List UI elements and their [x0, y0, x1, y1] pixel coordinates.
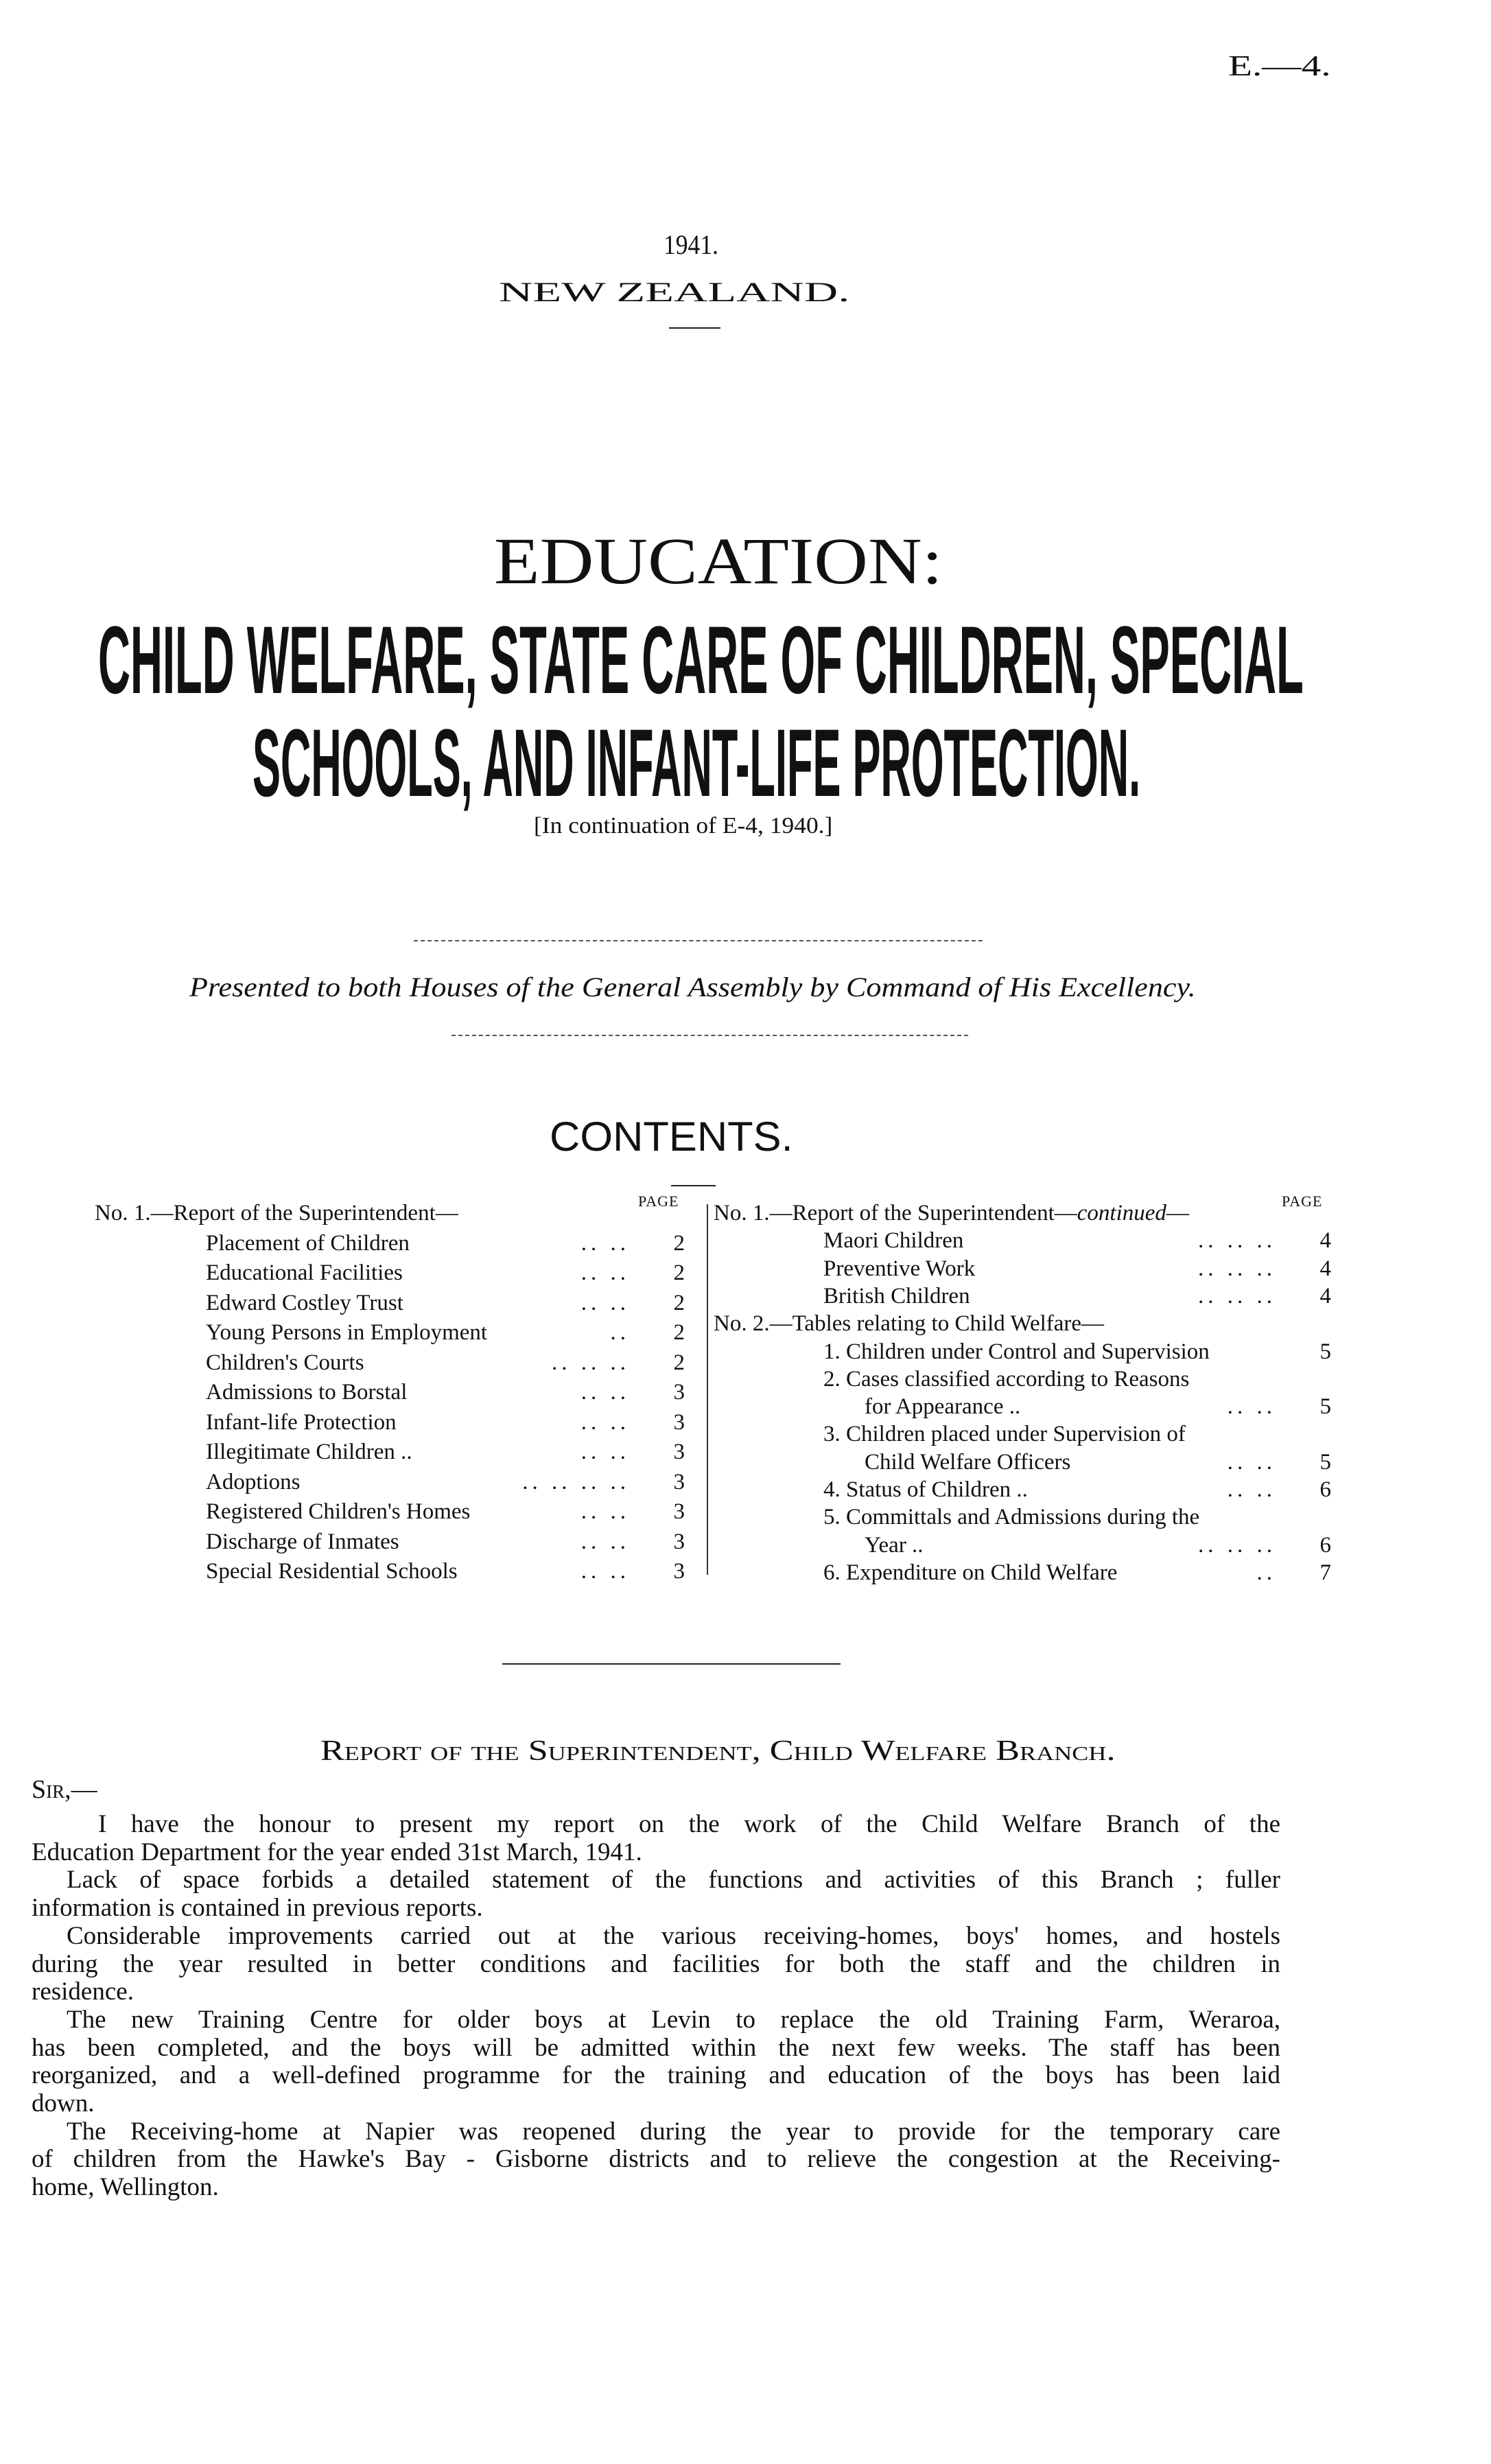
contents-entry-label: Preventive Work [823, 1256, 976, 1281]
contents-entry [95, 1438, 685, 1466]
contents-entry-leader: .. .. .. [1198, 1283, 1276, 1309]
body-text-line: residence. [32, 1978, 134, 2006]
contents-column-divider [707, 1204, 708, 1575]
contents-entry-label: Maori Children [823, 1228, 964, 1254]
body-text-line: Lack of space forbids a detailed statement of the functions and activities of this Branch ; fuller [67, 1866, 1280, 1894]
contents-entry-label: No. 1.—Report of the Superintendent—continued— [714, 1201, 1189, 1225]
contents-entry [95, 1199, 685, 1227]
year-text: 1941. [664, 229, 718, 260]
contents-entry [95, 1558, 685, 1585]
contents-entry-label: Discharge of Inmates [206, 1529, 399, 1554]
contents-entry [95, 1289, 685, 1317]
contents-entry-leader: .. .. [1227, 1449, 1276, 1475]
contents-entry-label: Children's Courts [206, 1350, 364, 1375]
contents-entry-page: 5 [1319, 1394, 1331, 1420]
contents-entry-leader: .. .. [580, 1290, 630, 1315]
contents-entry-label: Admissions to Borstal [206, 1380, 408, 1405]
main-title-line-1-text: CHILD WELFARE, STATE CARE OF CHILDREN, SPECIAL [98, 606, 1304, 714]
contents-entry [95, 1349, 685, 1376]
contents-entry-leader: .. .. .. [1198, 1256, 1276, 1281]
contents-entry-leader: .. .. [580, 1499, 630, 1524]
contents-entry-page: 2 [673, 1320, 685, 1345]
contents-entry-leader: .. [1256, 1560, 1276, 1585]
contents-entry-leader: .. .. .. [1198, 1532, 1276, 1558]
salutation: Sir,— [32, 1775, 97, 1804]
contents-entry-label: Illegitimate Children .. [206, 1440, 412, 1464]
body-text-line: I have the honour to present my report on the work of the Child Welfare Branch of the [98, 1810, 1280, 1838]
contents-entry-leader [1186, 1420, 1304, 1448]
divider [669, 327, 720, 329]
contents-entry-label: Adoptions [206, 1469, 301, 1494]
body-text-line: The Receiving-home at Napier was reopened during the year to provide for the temporary care [67, 2117, 1280, 2146]
contents-entry-leader [1210, 1338, 1304, 1365]
body-text-line: The new Training Centre for older boys at Levin to replace the old Training Farm, Weraroa, [67, 2005, 1280, 2034]
contents-entry-page: 7 [1319, 1560, 1331, 1585]
contents-entry [95, 1378, 685, 1406]
contents-entry [714, 1476, 1331, 1503]
contents-entry-leader: .. .. .. .. [522, 1469, 630, 1494]
continuation-note-text: [In continuation of E-4, 1940.] [534, 813, 833, 838]
contents-entry-leader: .. .. [580, 1230, 630, 1256]
contents-entry-leader: .. .. [580, 1529, 630, 1554]
contents-entry-leader: .. .. [580, 1559, 630, 1584]
contents-entry [714, 1393, 1331, 1420]
body-text-line: Education Department for the year ended 31st March, 1941. [32, 1838, 642, 1866]
contents-entry-page [1304, 1199, 1331, 1227]
divider [671, 1185, 716, 1186]
contents-entry-page: 5 [1319, 1449, 1331, 1475]
contents-entry-leader [1189, 1365, 1304, 1393]
page-reference [1228, 51, 1331, 82]
contents-entry [95, 1528, 685, 1556]
contents-entry-page [1304, 1365, 1331, 1393]
contents-entry [714, 1199, 1331, 1227]
contents-entry-page: 6 [1319, 1532, 1331, 1558]
contents-entry [714, 1532, 1331, 1559]
contents-entry [714, 1448, 1331, 1476]
divider [451, 1035, 968, 1036]
contents-entry-leader [1104, 1310, 1304, 1337]
contents-entry-page: 6 [1319, 1477, 1331, 1502]
main-title-line-2-text: SCHOOLS, AND INFANT-LIFE PROTECTION. [253, 709, 1141, 817]
contents-entry [714, 1282, 1331, 1310]
continuation-note [534, 814, 832, 838]
contents-entry [95, 1230, 685, 1257]
main-title-line-1 [98, 606, 1304, 714]
contents-right-column [714, 1199, 1331, 1584]
body-text-line: has been completed, and the boys will be admitted within the next few weeks. The staff has been [32, 2033, 1280, 2062]
contents-entry-leader: .. .. [1227, 1394, 1276, 1420]
contents-entry-leader: .. .. .. [1198, 1228, 1276, 1254]
body-text-line: home, Wellington. [32, 2173, 219, 2202]
contents-entry-page: 5 [1319, 1339, 1331, 1364]
page-column-label-right: PAGE [1282, 1193, 1323, 1210]
contents-entry [714, 1310, 1331, 1337]
contents-entry [95, 1409, 685, 1436]
contents-entry [714, 1255, 1331, 1282]
contents-entry [714, 1338, 1331, 1365]
contents-entry [714, 1559, 1331, 1586]
section-title [494, 524, 943, 598]
contents-entry-page: 3 [673, 1469, 685, 1494]
contents-entry-page: 2 [673, 1290, 685, 1315]
contents-entry-page [657, 1199, 685, 1227]
contents-entry-label: for Appearance .. [865, 1394, 1021, 1420]
contents-entry-label: 5. Committals and Admissions during the [823, 1505, 1200, 1530]
contents-entry-leader: .. .. [580, 1380, 630, 1405]
contents-entry-page: 3 [673, 1529, 685, 1554]
contents-heading [550, 1116, 793, 1158]
contents-entry-label: Year .. [865, 1532, 924, 1558]
contents-entry-leader: .. .. [1227, 1477, 1276, 1502]
contents-entry [95, 1319, 685, 1346]
contents-entry-page: 4 [1319, 1283, 1331, 1309]
country [499, 279, 849, 306]
year [664, 231, 718, 259]
contents-heading-text: CONTENTS. [550, 1114, 793, 1160]
contents-entry-label: Special Residential Schools [206, 1559, 458, 1584]
contents-entry [714, 1503, 1331, 1531]
contents-entry-label: British Children [823, 1283, 970, 1309]
divider [414, 940, 983, 941]
divider [502, 1663, 841, 1665]
contents-entry-page: 2 [673, 1350, 685, 1375]
body-text-line: down. [32, 2089, 95, 2117]
contents-entry-page [1304, 1503, 1331, 1531]
country-text: NEW ZEALAND. [499, 277, 850, 307]
contents-entry-leader: .. .. [580, 1260, 630, 1285]
contents-entry [714, 1365, 1331, 1393]
presented-note [189, 973, 1196, 1002]
contents-entry-page: 3 [673, 1440, 685, 1464]
contents-entry-page [1304, 1310, 1331, 1337]
contents-entry-page: 4 [1319, 1228, 1331, 1254]
body-text-line: Considerable improvements carried out at the various receiving-homes, boys' homes, and hostels [67, 1921, 1280, 1950]
presented-note-text: Presented to both Houses of the General Assembly by Command of His Excellency. [189, 972, 1196, 1002]
contents-entry-page: 3 [673, 1380, 685, 1405]
contents-entry-label: No. 2.—Tables relating to Child Welfare— [714, 1311, 1105, 1337]
contents-entry-leader: .. .. [580, 1409, 630, 1435]
contents-entry-page: 4 [1319, 1256, 1331, 1281]
contents-entry-label: Educational Facilities [206, 1260, 403, 1285]
main-title-line-2 [253, 709, 1141, 817]
contents-entry-leader [1199, 1503, 1304, 1531]
contents-entry-page: 3 [673, 1499, 685, 1524]
contents-entry-label: Registered Children's Homes [206, 1499, 471, 1524]
contents-entry-label: No. 1.—Report of the Superintendent— [95, 1201, 458, 1225]
page-reference-text: E.—4. [1228, 51, 1331, 82]
contents-entry [714, 1227, 1331, 1254]
body-text-line: during the year resulted in better conditions and facilities for both the staff and the children in [32, 1949, 1280, 1978]
contents-entry-leader: .. [610, 1320, 630, 1345]
contents-entry-label: 4. Status of Children .. [823, 1477, 1028, 1502]
contents-entry [95, 1468, 685, 1496]
contents-entry-leader [1189, 1199, 1304, 1227]
contents-entry-page: 2 [673, 1260, 685, 1285]
report-heading-text: Report of the Superintendent, Child Welfare Branch. [320, 1735, 1116, 1767]
contents-entry-label: Child Welfare Officers [865, 1449, 1071, 1475]
contents-entry-page [1304, 1420, 1331, 1448]
body-text-line: of children from the Hawke's Bay - Gisborne districts and to relieve the congestion at the Receiving- [32, 2145, 1280, 2174]
contents-entry [95, 1498, 685, 1525]
contents-entry-leader: .. .. .. [552, 1350, 630, 1375]
contents-entry-page: 2 [673, 1230, 685, 1256]
contents-entry [714, 1420, 1331, 1448]
contents-entry-label: 2. Cases classified according to Reasons [823, 1366, 1190, 1392]
contents-left-column [95, 1199, 685, 1584]
contents-entry-page: 3 [673, 1559, 685, 1584]
contents-entry-label: 6. Expenditure on Child Welfare [823, 1560, 1118, 1585]
contents-entry-label: Infant-life Protection [206, 1409, 397, 1435]
contents-entry [95, 1259, 685, 1287]
section-title-text: EDUCATION: [494, 524, 943, 598]
contents-entry-label: Placement of Children [206, 1230, 410, 1256]
contents-entry-label: Young Persons in Employment [206, 1320, 488, 1345]
page-column-label-left: PAGE [638, 1193, 679, 1210]
contents-entry-label: Edward Costley Trust [206, 1290, 403, 1315]
contents-entry-leader [458, 1199, 657, 1227]
contents-entry-page: 3 [673, 1409, 685, 1435]
contents-entry-label: 3. Children placed under Supervision of [823, 1422, 1186, 1447]
body-text-line: reorganized, and a well-defined programme for the training and education of the boys has been laid [32, 2061, 1280, 2090]
body-text-line: information is contained in previous reports. [32, 1894, 483, 1923]
contents-entry-label: 1. Children under Control and Supervision [823, 1339, 1210, 1364]
report-heading [320, 1736, 1115, 1766]
contents-entry-leader: .. .. [580, 1440, 630, 1464]
